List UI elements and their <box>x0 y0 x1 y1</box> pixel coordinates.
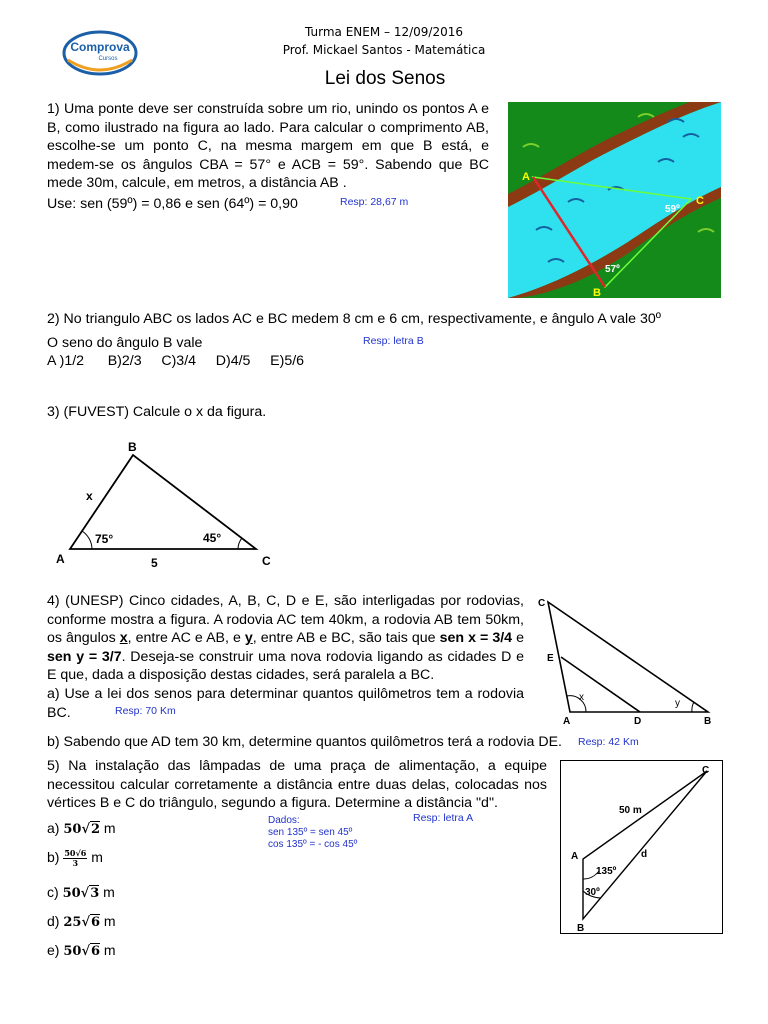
logo-main-text: Comprova <box>70 40 130 54</box>
q5-option-a: a) 50√2 m <box>47 820 116 837</box>
q5-answer: Resp: letra A <box>413 812 474 824</box>
q3-label-b: B <box>128 440 137 454</box>
q1-figure <box>508 102 721 298</box>
q4-part-b: b) Sabendo que AD tem 30 km, determine quantos quilômetros terá a rodovia DE. <box>47 734 562 750</box>
q1-text: 1) Uma ponte deve ser construída sobre um rio, unindo os pontos A e B, como ilustrado na figura ao lado. Para calcular o comprimento AB, escolhe-se um ponto C, na mesma margem em que B está, e medem-se os ângulos CBA = 57° e ACB = 59°. Sabendo que BC mede 30m, calcule, em metros, a distância AB . <box>47 101 489 191</box>
q2-options: A )1/2 B)2/3 C)3/4 D)4/5 E)5/6 <box>47 353 305 369</box>
q5-angle-a: 135º <box>596 866 617 877</box>
q3-side-ac: 5 <box>151 556 158 570</box>
page-title: Lei dos Senos <box>324 68 446 89</box>
q3-text: 3) (FUVEST) Calcule o x da figura. <box>47 404 267 420</box>
q1-angle-c: 59º <box>665 204 680 215</box>
q4-label-b: B <box>704 716 712 727</box>
q1-label-b: B <box>593 287 601 298</box>
q1-answer: Resp: 28,67 m <box>340 196 409 208</box>
q5-option-e: e) 50√6 m <box>47 942 116 959</box>
q5-side-d: d <box>641 849 648 860</box>
q4-part-a: a) Use a lei dos senos para determinar quantos quilômetros tem a rodovia BC. <box>47 686 524 721</box>
q3-label-a: A <box>56 552 65 566</box>
header-line-2: Prof. Mickael Santos - Matemática <box>282 43 486 57</box>
q4-label-c: C <box>538 598 546 609</box>
q4-angle-x: x <box>579 692 584 703</box>
q2-answer: Resp: letra B <box>363 335 424 347</box>
header-line-1: Turma ENEM – 12/09/2016 <box>305 25 463 39</box>
q4-answer-b: Resp: 42 Km <box>578 736 639 748</box>
q5-figure <box>560 760 723 934</box>
q5-option-c: c) 50√3 m <box>47 884 115 901</box>
q3-label-c: C <box>262 554 271 568</box>
q5-label-a: A <box>571 851 579 862</box>
logo-sub-text: Cursos <box>98 56 118 62</box>
q3-angle-c: 45° <box>203 531 222 545</box>
q4-text: 4) (UNESP) Cinco cidades, A, B, C, D e E, são interligadas por rodovias, conforme mostra a figura. A rodovia AC tem 40km, a rodovia AB tem 50km, os ângulos x, entre AC e AB, e y, entre AB e BC, são tais que sen x = 3/4 e sen y = 3/7. Deseja-se construir uma nova rodovia ligando as cidades D e E que, dada a disposição destas cidades, será paralela a BC. <box>47 593 525 683</box>
road-de <box>561 657 640 712</box>
q2-text: 2) No triangulo ABC os lados AC e BC medem 8 cm e 6 cm, respectivamente, e ângulo A vale 30º <box>47 311 661 327</box>
q1-use: Use: sen (59º) = 0,86 e sen (64º) = 0,90 <box>47 196 298 212</box>
q1-label-a: A <box>522 171 530 183</box>
q4-label-a: A <box>563 716 571 727</box>
q4-answer-a: Resp: 70 Km <box>115 705 176 717</box>
triangle-abc <box>583 771 707 919</box>
q2-text-2: O seno do ângulo B vale <box>47 335 203 351</box>
q5-side-ac: 50 m <box>619 805 642 816</box>
q5-option-d: d) 25√6 m <box>47 913 116 930</box>
q5-option-b: b) $\frac{50√6}{3}$ m <box>47 848 103 868</box>
q1-angle-b: 57º <box>605 264 620 275</box>
q1-label-c: C <box>696 195 704 207</box>
q5-label-c: C <box>702 765 710 776</box>
q3-angle-a: 75° <box>95 532 114 546</box>
q5-angle-b: 30º <box>585 887 600 898</box>
q4-label-d: D <box>634 716 642 727</box>
q5-label-b: B <box>577 923 585 933</box>
q5-text: 5) Na instalação das lâmpadas de uma praça de alimentação, a equipe necessitou calcular corretamente a distância entre duas delas, colocadas nos vértices B e C do triângulo, segundo a figura. Determine a distância "d". <box>47 758 547 811</box>
q4-figure <box>530 592 730 727</box>
q5-dados-title: Dados: <box>268 815 300 826</box>
q3-figure <box>48 435 288 575</box>
q5-dados-2: cos 135º = - cos 45º <box>268 839 358 850</box>
q4-angle-y: y <box>675 698 680 709</box>
q5-dados-1: sen 135º = sen 45º <box>268 827 353 838</box>
q5-dados <box>268 815 357 851</box>
q3-side-x: x <box>86 489 93 503</box>
logo <box>62 30 138 76</box>
q4-label-e: E <box>547 653 554 664</box>
logo-emblem <box>62 30 138 76</box>
